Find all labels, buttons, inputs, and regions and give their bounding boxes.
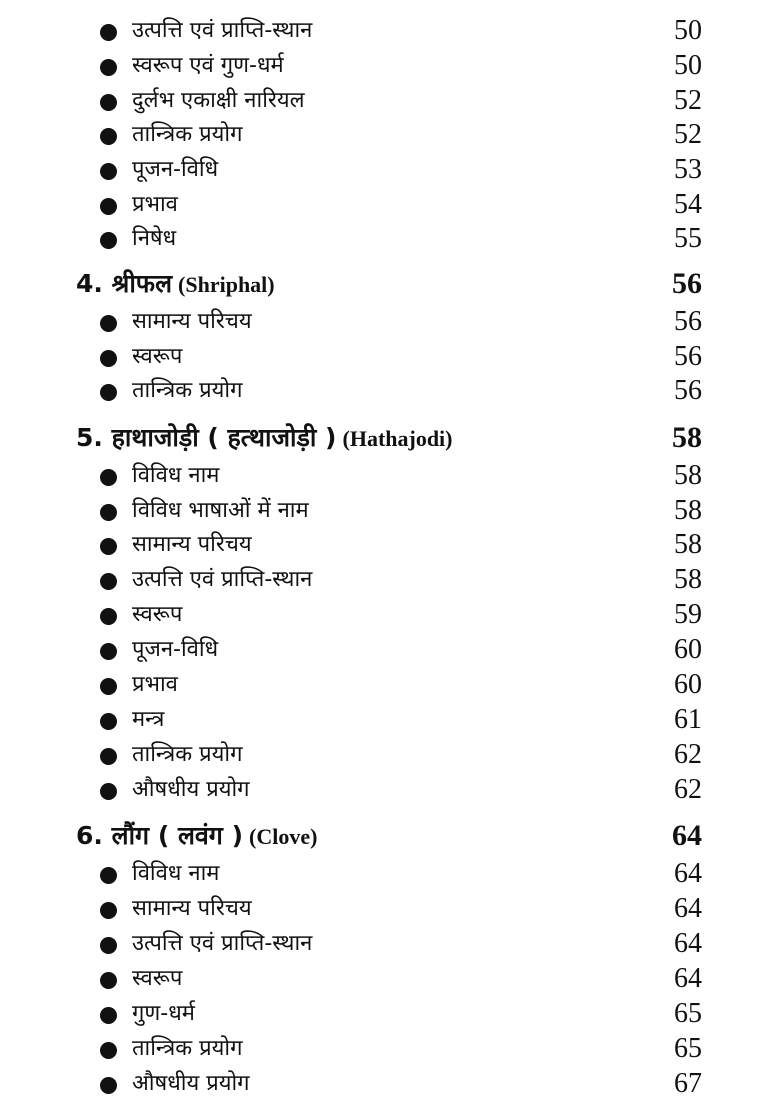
entry-label: तान्त्रिक प्रयोग xyxy=(132,1036,243,1061)
bullet-icon xyxy=(100,128,117,145)
toc-entry xyxy=(0,927,780,961)
chapter-number: 6. xyxy=(76,821,103,850)
entry-label: सामान्य परिचय xyxy=(132,309,252,334)
chapter-heading xyxy=(0,818,780,856)
bullet-icon xyxy=(100,163,117,180)
chapter-english-title: (Clove) xyxy=(249,824,318,849)
toc-entry xyxy=(0,962,780,996)
toc-entry xyxy=(0,1032,780,1066)
toc-entry xyxy=(0,305,780,339)
toc-entry xyxy=(0,118,780,152)
entry-label: उत्पत्ति एवं प्राप्ति-स्थान xyxy=(132,931,313,956)
bullet-icon xyxy=(100,384,117,401)
bullet-icon xyxy=(100,504,117,521)
entry-label: औषधीय प्रयोग xyxy=(132,777,250,802)
chapter-title-line xyxy=(76,820,317,853)
toc-entry xyxy=(0,374,780,408)
entry-page: 64 xyxy=(674,858,702,889)
toc-entry xyxy=(0,738,780,772)
entry-label: स्वरूप एवं गुण-धर्म xyxy=(132,53,284,78)
bullet-icon xyxy=(100,937,117,954)
chapter-title-line xyxy=(76,268,275,301)
bullet-icon xyxy=(100,1077,117,1094)
bullet-icon xyxy=(100,198,117,215)
toc-entry xyxy=(0,1067,780,1101)
entry-page: 56 xyxy=(674,341,702,372)
bullet-icon xyxy=(100,469,117,486)
bullet-icon xyxy=(100,1007,117,1024)
entry-label: तान्त्रिक प्रयोग xyxy=(132,122,243,147)
bullet-icon xyxy=(100,24,117,41)
entry-label: विविध नाम xyxy=(132,861,220,886)
entry-page: 62 xyxy=(674,739,702,770)
bullet-icon xyxy=(100,972,117,989)
bullet-icon xyxy=(100,713,117,730)
bullet-icon xyxy=(100,350,117,367)
entry-label: पूजन-विधि xyxy=(132,157,219,182)
bullet-icon xyxy=(100,538,117,555)
entry-label: स्वरूप xyxy=(132,602,183,627)
toc-entry xyxy=(0,49,780,83)
entry-page: 52 xyxy=(674,85,702,116)
chapter-english-title: (Hathajodi) xyxy=(342,426,453,451)
entry-page: 61 xyxy=(674,704,702,735)
bullet-icon xyxy=(100,59,117,76)
bullet-icon xyxy=(100,678,117,695)
toc-entry xyxy=(0,459,780,493)
entry-page: 58 xyxy=(674,460,702,491)
entry-page: 64 xyxy=(674,928,702,959)
entry-page: 58 xyxy=(674,529,702,560)
chapter-number: 5. xyxy=(76,423,103,452)
entry-label: सामान्य परिचय xyxy=(132,532,252,557)
entry-page: 62 xyxy=(674,774,702,805)
toc-entry xyxy=(0,563,780,597)
chapter-title: हाथाजोड़ी ( हत्थाजोड़ी ) xyxy=(111,423,337,452)
toc-entry xyxy=(0,997,780,1031)
toc-entry xyxy=(0,773,780,807)
toc-entry xyxy=(0,633,780,667)
chapter-page: 58 xyxy=(672,421,702,454)
entry-page: 50 xyxy=(674,50,702,81)
bullet-icon xyxy=(100,867,117,884)
entry-page: 55 xyxy=(674,223,702,254)
entry-label: प्रभाव xyxy=(132,672,178,697)
toc-entry xyxy=(0,340,780,374)
bullet-icon xyxy=(100,748,117,765)
entry-label: निषेध xyxy=(132,226,177,251)
toc-entry xyxy=(0,222,780,256)
entry-label: स्वरूप xyxy=(132,344,183,369)
toc-entry xyxy=(0,84,780,118)
chapter-heading xyxy=(0,266,780,304)
entry-label: स्वरूप xyxy=(132,966,183,991)
entry-label: गुण-धर्म xyxy=(132,1001,195,1026)
entry-page: 65 xyxy=(674,998,702,1029)
bullet-icon xyxy=(100,315,117,332)
entry-label: सामान्य परिचय xyxy=(132,896,252,921)
bullet-icon xyxy=(100,643,117,660)
entry-label: पूजन-विधि xyxy=(132,637,219,662)
entry-page: 65 xyxy=(674,1033,702,1064)
entry-page: 58 xyxy=(674,564,702,595)
chapter-number: 4. xyxy=(76,269,103,298)
bullet-icon xyxy=(100,573,117,590)
entry-label: तान्त्रिक प्रयोग xyxy=(132,378,243,403)
entry-page: 60 xyxy=(674,634,702,665)
bullet-icon xyxy=(100,608,117,625)
entry-page: 64 xyxy=(674,893,702,924)
toc-entry xyxy=(0,857,780,891)
toc-entry xyxy=(0,892,780,926)
bullet-icon xyxy=(100,902,117,919)
toc-entry xyxy=(0,703,780,737)
chapter-page: 56 xyxy=(672,267,702,300)
chapter-english-title: (Shriphal) xyxy=(178,272,275,297)
entry-page: 59 xyxy=(674,599,702,630)
toc-entry xyxy=(0,188,780,222)
bullet-icon xyxy=(100,232,117,249)
entry-page: 54 xyxy=(674,189,702,220)
toc-entry xyxy=(0,494,780,528)
entry-page: 60 xyxy=(674,669,702,700)
toc-entry xyxy=(0,153,780,187)
entry-page: 67 xyxy=(674,1068,702,1099)
entry-page: 56 xyxy=(674,375,702,406)
entry-label: औषधीय प्रयोग xyxy=(132,1071,250,1096)
entry-label: विविध भाषाओं में नाम xyxy=(132,498,309,523)
chapter-heading xyxy=(0,420,780,458)
chapter-title: श्रीफल xyxy=(111,269,173,298)
toc-entry xyxy=(0,598,780,632)
entry-page: 64 xyxy=(674,963,702,994)
entry-page: 50 xyxy=(674,15,702,46)
toc-entry xyxy=(0,528,780,562)
entry-label: उत्पत्ति एवं प्राप्ति-स्थान xyxy=(132,567,313,592)
toc-entry xyxy=(0,668,780,702)
entry-label: विविध नाम xyxy=(132,463,220,488)
bullet-icon xyxy=(100,1042,117,1059)
bullet-icon xyxy=(100,94,117,111)
toc-entry xyxy=(0,14,780,48)
entry-label: मन्त्र xyxy=(132,707,165,732)
entry-label: प्रभाव xyxy=(132,192,178,217)
entry-page: 56 xyxy=(674,306,702,337)
bullet-icon xyxy=(100,783,117,800)
entry-label: तान्त्रिक प्रयोग xyxy=(132,742,243,767)
entry-label: दुर्लभ एकाक्षी नारियल xyxy=(132,88,305,113)
entry-page: 53 xyxy=(674,154,702,185)
chapter-page: 64 xyxy=(672,819,702,852)
entry-page: 52 xyxy=(674,119,702,150)
entry-page: 58 xyxy=(674,495,702,526)
chapter-title: लौंग ( लवंग ) xyxy=(111,821,244,850)
entry-label: उत्पत्ति एवं प्राप्ति-स्थान xyxy=(132,18,313,43)
chapter-title-line xyxy=(76,422,453,455)
